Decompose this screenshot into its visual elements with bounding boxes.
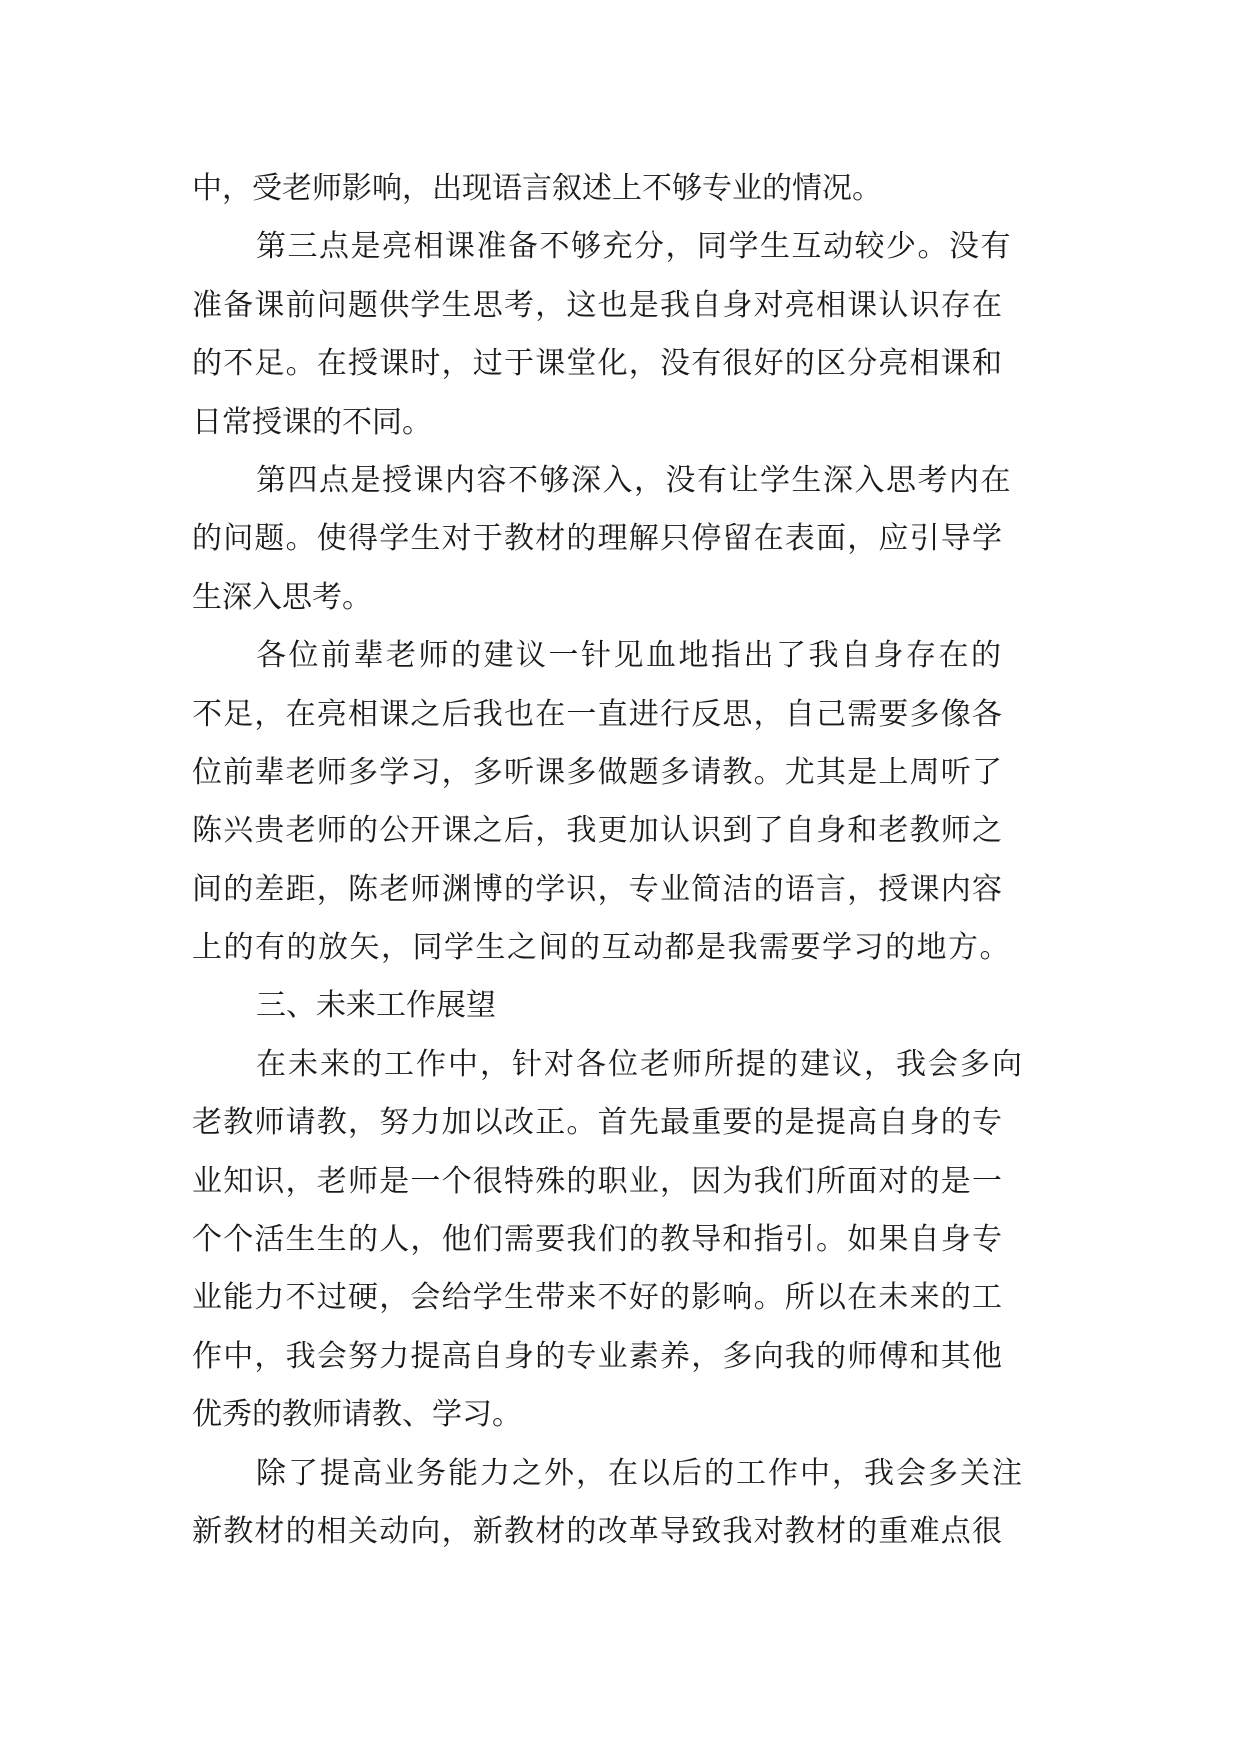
text-line: 第四点是授课内容不够深入，没有让学生深入思考内在 <box>256 462 1012 498</box>
text-line: 业知识，老师是一个很特殊的职业，因为我们所面对的是一 <box>192 1163 1004 1199</box>
text-line: 作中，我会努力提高自身的专业素养，多向我的师傅和其他 <box>192 1338 1004 1374</box>
text-line: 不足，在亮相课之后我也在一直进行反思，自己需要多像各 <box>192 696 1004 732</box>
text-line: 位前辈老师多学习，多听课多做题多请教。尤其是上周听了 <box>192 754 1004 790</box>
text-line: 除了提高业务能力之外，在以后的工作中，我会多关注 <box>256 1455 1024 1491</box>
text-line: 个个活生生的人，他们需要我们的教导和指引。如果自身专 <box>192 1222 1004 1258</box>
text-line: 准备课前问题供学生思考，这也是我自身对亮相课认识存在 <box>192 287 1004 323</box>
text-line: 生深入思考。 <box>192 579 372 615</box>
text-line: 各位前辈老师的建议一针见血地指出了我自身存在的 <box>256 638 1004 674</box>
document-body <box>192 160 1068 1561</box>
text-line: 老教师请教，努力加以改正。首先最重要的是提高自身的专 <box>192 1105 1004 1141</box>
text-line: 的不足。在授课时，过于课堂化，没有很好的区分亮相课和 <box>192 346 1004 382</box>
text-line: 新教材的相关动向，新教材的改革导致我对教材的重难点很 <box>192 1513 1004 1549</box>
text-line: 陈兴贵老师的公开课之后，我更加认识到了自身和老教师之 <box>192 813 1004 849</box>
section-heading: 三、未来工作展望 <box>256 988 496 1024</box>
text-line: 上的有的放矢，同学生之间的互动都是我需要学习的地方。 <box>192 930 1011 966</box>
text-line: 中，受老师影响，出现语言叙述上不够专业的情况。 <box>192 171 882 206</box>
text-line: 间的差距，陈老师渊博的学识，专业简洁的语言，授课内容 <box>192 871 1004 907</box>
text-line: 第三点是亮相课准备不够充分，同学生互动较少。没有 <box>256 229 1012 265</box>
text-line: 的问题。使得学生对于教材的理解只停留在表面，应引导学 <box>192 521 1004 557</box>
text-line: 在未来的工作中，针对各位老师所提的建议，我会多向 <box>256 1046 1024 1082</box>
text-line: 优秀的教师请教、学习。 <box>192 1397 522 1433</box>
text-line: 日常授课的不同。 <box>192 404 432 440</box>
text-line: 业能力不过硬，会给学生带来不好的影响。所以在未来的工 <box>192 1280 1004 1316</box>
